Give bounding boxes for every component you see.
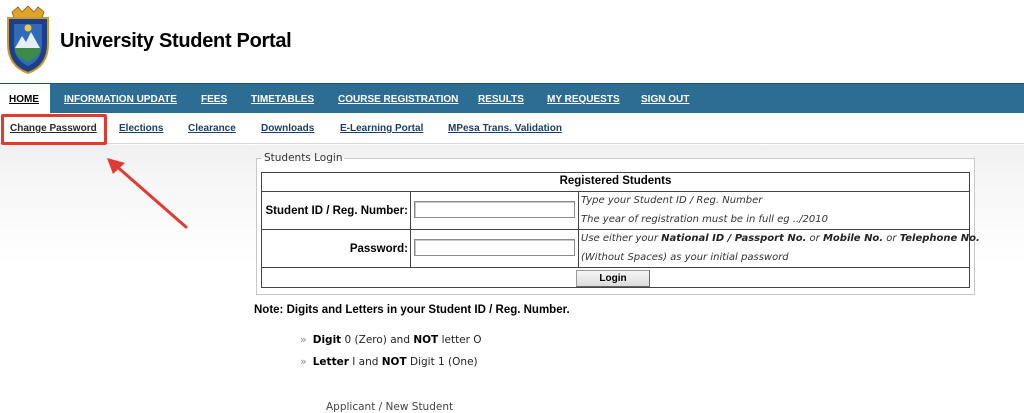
nav-timetables[interactable]: TIMETABLES [251, 94, 315, 105]
student-id-input-cell [411, 192, 579, 229]
note-list-item-1 [300, 333, 482, 346]
password-hint-2: (Without Spaces) as your initial password [581, 252, 789, 263]
subnav-mpesa-validation[interactable]: MPesa Trans. Validation [448, 123, 562, 134]
subnav-change-password[interactable]: Change Password [10, 123, 97, 134]
nav-sign-out[interactable]: SIGN OUT [641, 94, 690, 105]
note-list-item-2 [300, 355, 478, 368]
nav-results[interactable]: RESULTS [478, 94, 524, 105]
login-button[interactable]: Login [576, 270, 650, 287]
password-hint-national-id: National ID / Passport No. [661, 233, 807, 244]
nav-home[interactable]: HOME [9, 94, 39, 105]
subnav-elections[interactable]: Elections [119, 123, 164, 134]
header [0, 0, 1024, 83]
student-id-hint-cell [579, 192, 969, 229]
password-hint-cell [579, 230, 980, 267]
password-hint-1-mid2: or [883, 233, 900, 244]
registered-students-heading: Registered Students [559, 175, 672, 187]
note-heading: Note: Digits and Letters in your Student ID / Reg. Number. [254, 304, 570, 316]
bullet-icon: » [300, 355, 307, 368]
student-id-row [262, 192, 969, 230]
subnav-clearance[interactable]: Clearance [188, 123, 236, 134]
page-title: University Student Portal [60, 30, 292, 52]
note-1-bold-2: NOT [413, 334, 439, 346]
note-1-bold-1: Digit [312, 334, 342, 346]
password-hint-mobile: Mobile No. [822, 233, 884, 244]
login-table [261, 172, 980, 288]
nav-course-registration[interactable]: COURSE REGISTRATION [338, 94, 459, 105]
annotation-highlight-box [1, 114, 107, 145]
bullet-icon: » [300, 333, 307, 346]
login-button-row [262, 268, 969, 289]
nav-information-update[interactable]: INFORMATION UPDATE [64, 94, 177, 105]
student-id-label-cell [262, 192, 411, 229]
password-label: Password: [349, 243, 408, 255]
password-input-cell [411, 230, 579, 267]
nav-my-requests[interactable]: MY REQUESTS [547, 94, 620, 105]
note-1-text-2: letter O [438, 334, 482, 346]
note-1-text-1: 0 (Zero) and [341, 334, 414, 346]
note-2-text-1: I and [348, 356, 382, 368]
partial-text: Applicant / New Student [326, 401, 454, 413]
university-crest-icon [4, 6, 52, 74]
note-2-text-2: Digit 1 (One) [406, 356, 478, 368]
subnav-e-learning-portal[interactable]: E-Learning Portal [340, 123, 424, 134]
note-2-bold-2: NOT [381, 356, 407, 368]
main-nav [0, 83, 1024, 113]
student-id-hint-2: The year of registration must be in full eg ../2010 [581, 214, 828, 225]
password-label-cell [262, 230, 411, 267]
note-2-bold-1: Letter [312, 356, 349, 368]
password-hint-1 [581, 233, 980, 244]
password-hint-telephone: Telephone No. [899, 233, 980, 244]
password-hint-1-pre: Use either your [581, 233, 662, 244]
red-arrow-icon [100, 150, 195, 235]
student-id-input[interactable] [414, 201, 575, 218]
password-row [262, 230, 980, 268]
subnav-downloads[interactable]: Downloads [261, 123, 315, 134]
password-hint-1-mid1: or [806, 233, 823, 244]
sub-nav [0, 114, 1024, 144]
nav-fees[interactable]: FEES [201, 94, 228, 105]
student-id-hint-1: Type your Student ID / Reg. Number [581, 195, 763, 206]
students-login-legend: Students Login [264, 152, 343, 164]
login-table-title-row [262, 173, 969, 192]
password-input[interactable] [414, 239, 575, 256]
student-id-label: Student ID / Reg. Number: [265, 205, 408, 217]
